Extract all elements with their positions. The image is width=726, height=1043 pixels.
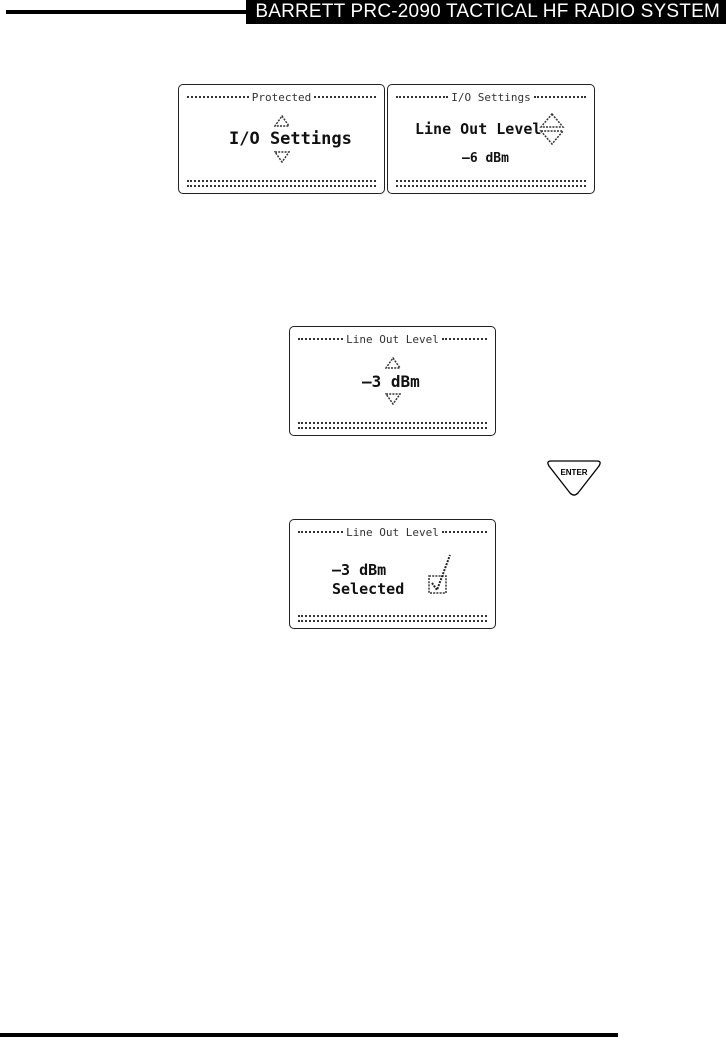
header-bar [246, 0, 726, 24]
lcd-menu-item: Line Out Level [415, 120, 542, 138]
lcd-footer [298, 422, 487, 429]
lcd-screen-selected [289, 519, 496, 629]
up-arrow-icon [274, 115, 290, 127]
lcd-value: –3 dBm [332, 561, 387, 579]
lcd-value: –6 dBm [462, 151, 509, 166]
lcd-title-bar [187, 90, 376, 104]
header-rule [6, 10, 246, 14]
enter-key-label: ENTER [560, 468, 588, 477]
lcd-title: Line Out Level [346, 332, 439, 346]
lcd-status-text: Selected [332, 580, 405, 598]
lcd-screen-line-out-level [289, 326, 496, 436]
up-down-arrow-icon [539, 113, 565, 145]
lcd-title: Line Out Level [346, 525, 439, 539]
down-arrow-icon [385, 393, 401, 405]
lcd-footer [298, 615, 487, 622]
checkbox-checked-icon [426, 551, 456, 601]
lcd-title: I/O Settings [451, 90, 531, 104]
lcd-footer [396, 180, 586, 187]
lcd-title-bar [396, 90, 586, 104]
lcd-title-bar [298, 332, 487, 346]
up-arrow-icon [385, 357, 401, 369]
enter-key[interactable] [545, 459, 603, 497]
lcd-menu-item: I/O Settings [229, 129, 352, 149]
page-header-title: BARRETT PRC-2090 TACTICAL HF RADIO SYSTEM [255, 1, 720, 22]
lcd-screen-io-settings [387, 84, 595, 194]
lcd-title-bar [298, 525, 487, 539]
lcd-value: –3 dBm [362, 372, 420, 391]
lcd-screen-protected [178, 84, 385, 194]
lcd-title: Protected [251, 90, 312, 104]
footer-rule [0, 1033, 618, 1037]
down-arrow-icon [274, 151, 290, 163]
lcd-footer [187, 180, 376, 187]
enter-key-shape-icon [545, 459, 603, 497]
